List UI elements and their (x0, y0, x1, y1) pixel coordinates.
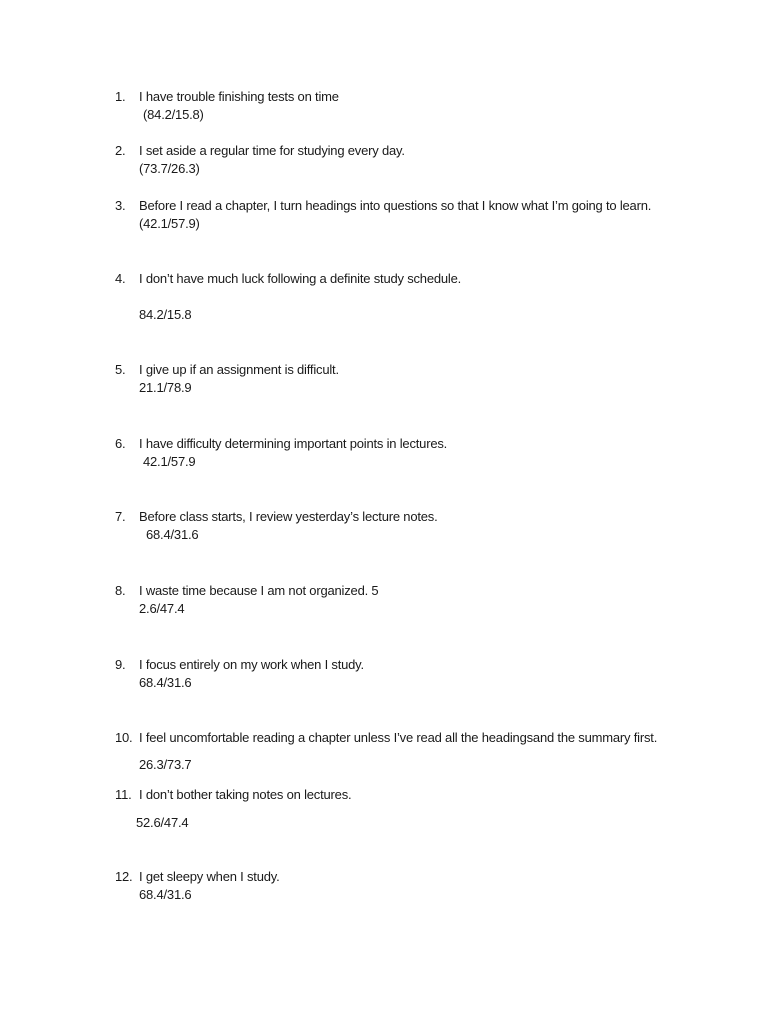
item-result: (42.1/57.9) (139, 216, 200, 231)
item-result: 26.3/73.7 (139, 757, 192, 772)
item-result: 21.1/78.9 (139, 380, 192, 395)
item-result: 68.4/31.6 (139, 887, 192, 902)
item-result: (73.7/26.3) (139, 161, 200, 176)
item-number: 3. (115, 198, 126, 213)
item-statement: I give up if an assignment is difficult. (139, 362, 339, 377)
item-result: 84.2/15.8 (139, 307, 192, 322)
item-number: 7. (115, 509, 126, 524)
item-number: 2. (115, 143, 126, 158)
item-number: 9. (115, 657, 126, 672)
item-result: 2.6/47.4 (139, 601, 185, 616)
item-result: 68.4/31.6 (139, 675, 192, 690)
item-statement: Before class starts, I review yesterday’s lecture notes. (139, 509, 438, 524)
item-number: 10. (115, 730, 133, 745)
item-result: (84.2/15.8) (143, 107, 204, 122)
item-number: 8. (115, 583, 126, 598)
item-statement: I set aside a regular time for studying every day. (139, 143, 405, 158)
item-statement: I waste time because I am not organized. 5 (139, 583, 379, 598)
item-statement: I have difficulty determining important points in lectures. (139, 436, 448, 451)
item-result: 42.1/57.9 (143, 454, 196, 469)
item-statement: I don’t bother taking notes on lectures. (139, 787, 352, 802)
item-statement: I feel uncomfortable reading a chapter unless I’ve read all the headingsand the summary first. (139, 730, 658, 745)
item-number: 12. (115, 869, 133, 884)
item-number: 4. (115, 271, 126, 286)
item-number: 11. (115, 787, 132, 802)
item-statement: I don’t have much luck following a definite study schedule. (139, 271, 462, 286)
item-statement: I get sleepy when I study. (139, 869, 280, 884)
item-statement: I focus entirely on my work when I study. (139, 657, 364, 672)
item-number: 6. (115, 436, 126, 451)
item-number: 1. (115, 89, 126, 104)
item-statement: Before I read a chapter, I turn headings into questions so that I know what I’m going to learn. (139, 198, 652, 213)
item-statement: I have trouble finishing tests on time (139, 89, 339, 104)
item-result: 52.6/47.4 (136, 815, 189, 830)
item-number: 5. (115, 362, 126, 377)
item-result: 68.4/31.6 (146, 527, 199, 542)
